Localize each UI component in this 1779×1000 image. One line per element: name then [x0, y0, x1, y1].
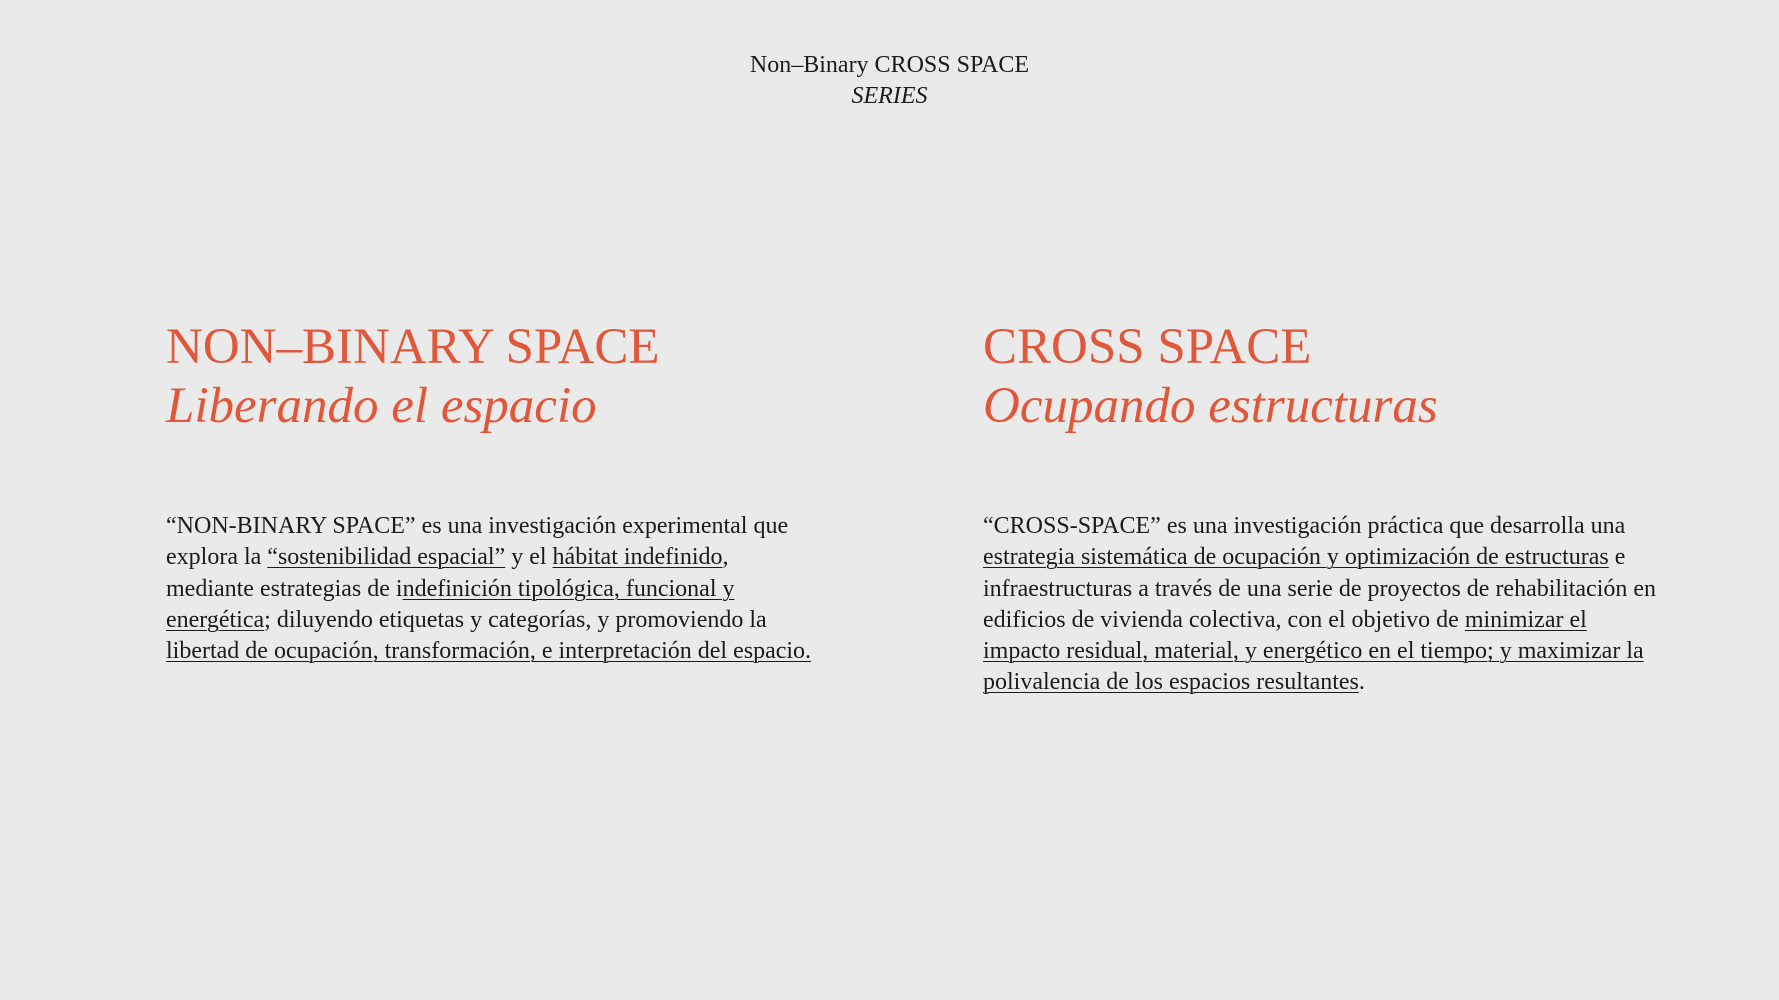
non-binary-space-subtitle: Liberando el espacio	[166, 378, 597, 434]
description-segment: “CROSS-SPACE” es una investigación práctica que desarrolla una	[983, 513, 1626, 539]
cross-space-title: CROSS SPACE	[983, 319, 1312, 375]
non-binary-space-section	[166, 318, 816, 691]
description-segment: , mediante estrategias de i	[166, 544, 729, 602]
cross-space-description	[983, 511, 1663, 699]
cross-space-section	[983, 318, 1663, 723]
underlined-phrase: “sostenibilidad espacial”	[267, 544, 506, 571]
description-segment: .	[1358, 669, 1365, 696]
description-segment: ; diluyendo etiquetas y categorías, y promoviendo la	[264, 606, 767, 633]
non-binary-space-title: NON–BINARY SPACE	[166, 319, 660, 375]
underlined-phrase: estrategia sistemática de ocupación y optimización de estructuras	[983, 544, 1609, 571]
cross-space-subtitle: Ocupando estructuras	[983, 378, 1438, 434]
underlined-phrase: minimizar el impacto residual, material, y energético en el tiempo; y maximizar la polivalencia de los espacios resultantes	[983, 606, 1644, 696]
underlined-phrase: libertad de ocupación, transformación, e interpretación del espacio.	[166, 638, 812, 665]
series-subtitle: SERIES	[851, 83, 928, 109]
underlined-phrase: hábitat indefinido	[552, 544, 723, 571]
page-header	[0, 50, 1779, 112]
description-segment: y el	[505, 544, 553, 571]
series-title: Non–Binary CROSS SPACE	[749, 52, 1030, 78]
description-segment: “NON-BINARY SPACE” es una investigación experimental que explora la	[166, 513, 789, 571]
non-binary-space-description	[166, 511, 816, 667]
underlined-phrase: ndefinición tipológica, funcional y energética	[166, 575, 735, 633]
description-segment: e infraestructuras a través de una serie de proyectos de rehabilitación en edificios de vivienda colectiva, con el objetivo de	[983, 544, 1657, 633]
